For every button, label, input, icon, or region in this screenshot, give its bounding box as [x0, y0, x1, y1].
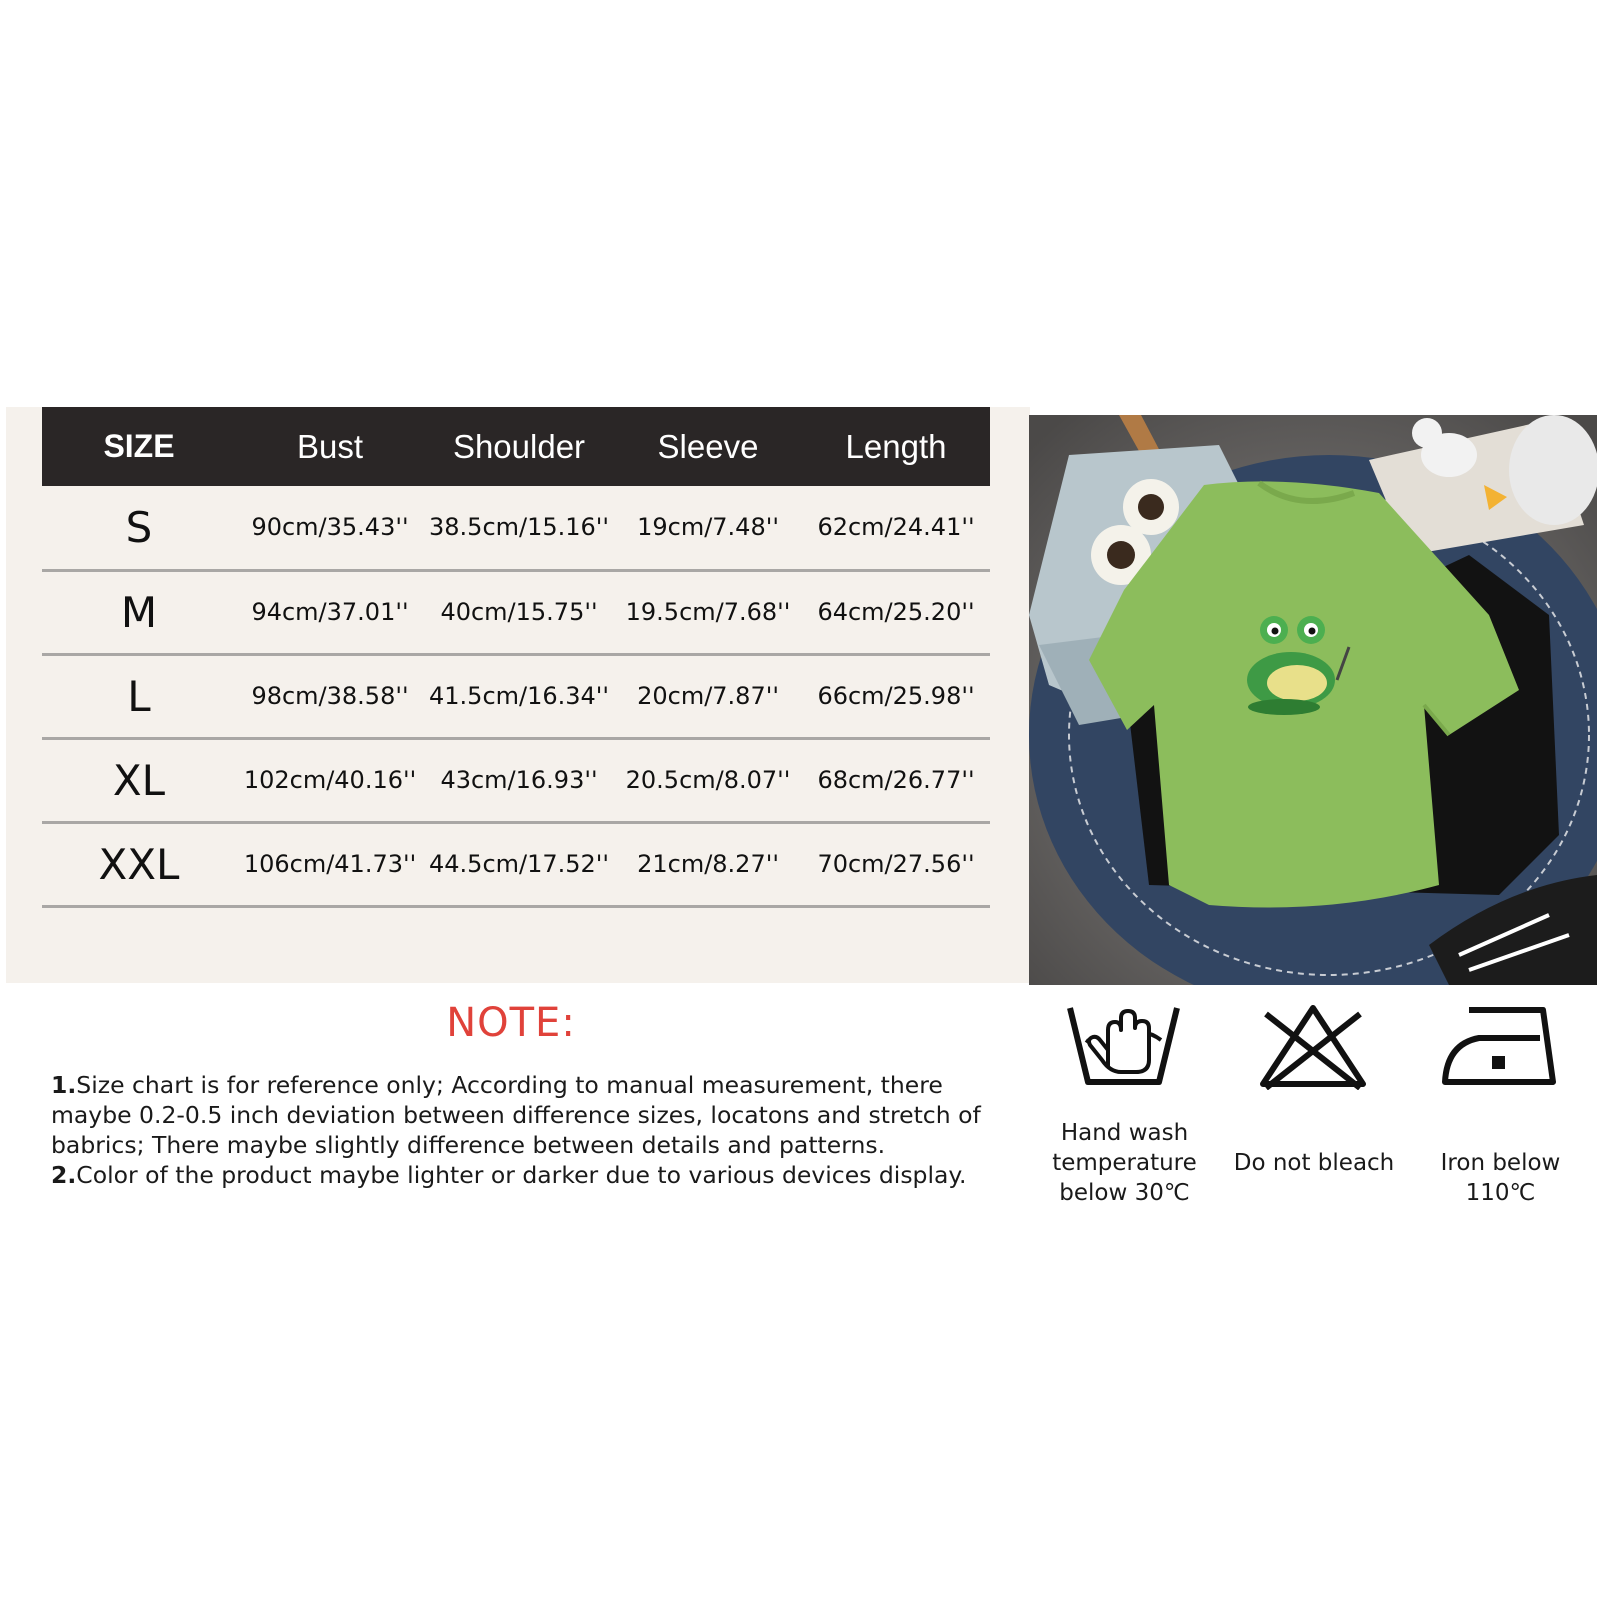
sunflower-icon [1123, 479, 1179, 535]
iron-icon [1439, 1004, 1561, 1088]
shoulder-cell: 44.5cm/17.52'' [429, 850, 609, 878]
sleeve-cell: 19.5cm/7.68'' [625, 598, 791, 626]
table-row [42, 738, 990, 822]
header-sleeve: Sleeve [657, 427, 759, 465]
size-cell: S [125, 502, 153, 552]
hand-wash-icon [1066, 1000, 1181, 1090]
table-row [42, 822, 990, 906]
note-item-2 [51, 1160, 1011, 1190]
product-photo [1029, 415, 1597, 985]
length-cell: 66cm/25.98'' [817, 682, 975, 710]
iron-label [1403, 1148, 1598, 1208]
length-cell: 68cm/26.77'' [817, 766, 975, 794]
size-cell: XXL [98, 839, 180, 889]
size-cell: L [127, 671, 151, 721]
shoulder-cell: 38.5cm/15.16'' [429, 513, 609, 542]
shoulder-cell: 41.5cm/16.34'' [429, 682, 609, 710]
header-bust: Bust [296, 427, 364, 465]
note-body [51, 1070, 1011, 1190]
length-cell: 70cm/27.56'' [817, 850, 975, 878]
size-chart-panel [6, 407, 1030, 983]
bust-cell: 106cm/41.73'' [243, 850, 417, 878]
bust-cell: 90cm/35.43'' [251, 513, 409, 542]
size-chart-table [42, 407, 990, 908]
header-shoulder: Shoulder [452, 427, 586, 465]
sleeve-cell: 20cm/7.87'' [637, 682, 779, 710]
care-label-line: Hand wash [1060, 1120, 1189, 1146]
table-row [42, 486, 990, 570]
sleeve-cell: 21cm/8.27'' [637, 850, 779, 878]
sleeve-cell: 20.5cm/8.07'' [625, 766, 791, 794]
size-cell: M [120, 587, 158, 637]
shoulder-cell: 43cm/16.93'' [440, 766, 598, 794]
size-chart-header-row [42, 407, 990, 486]
table-row [42, 654, 990, 738]
length-cell: 62cm/24.41'' [817, 513, 975, 542]
note-title: NOTE: [446, 1000, 576, 1046]
care-label-line: Iron below 110℃ [1440, 1150, 1561, 1206]
note-item-text: Size chart is for reference only; According to manual measurement, there maybe 0.2-0.5 inch deviation between difference sizes, locatons and stretch of babrics; There maybe slightly difference between details and patterns. [51, 1071, 981, 1159]
care-label-line: below 30℃ [1059, 1180, 1190, 1206]
header-size: SIZE [103, 428, 175, 464]
sleeve-cell: 19cm/7.48'' [637, 513, 779, 542]
care-label-line: Do not bleach [1233, 1150, 1395, 1176]
note-item-text: Color of the product maybe lighter or darker due to various devices display. [76, 1161, 967, 1189]
bust-cell: 94cm/37.01'' [251, 598, 409, 626]
table-row [42, 570, 990, 654]
shoulder-cell: 40cm/15.75'' [440, 598, 598, 626]
note-item-number: 1. [51, 1071, 77, 1099]
no-bleach-label [1226, 1148, 1402, 1178]
hand-wash-label [1032, 1118, 1217, 1208]
note-item-number: 2. [51, 1161, 77, 1189]
size-cell: XL [112, 755, 166, 805]
bust-cell: 98cm/38.58'' [251, 682, 409, 710]
length-cell: 64cm/25.20'' [817, 598, 975, 626]
header-length: Length [845, 427, 947, 465]
bust-cell: 102cm/40.16'' [243, 766, 417, 794]
care-label-line: temperature [1052, 1150, 1197, 1176]
no-bleach-icon [1258, 1000, 1368, 1090]
note-item-1 [51, 1070, 1011, 1160]
